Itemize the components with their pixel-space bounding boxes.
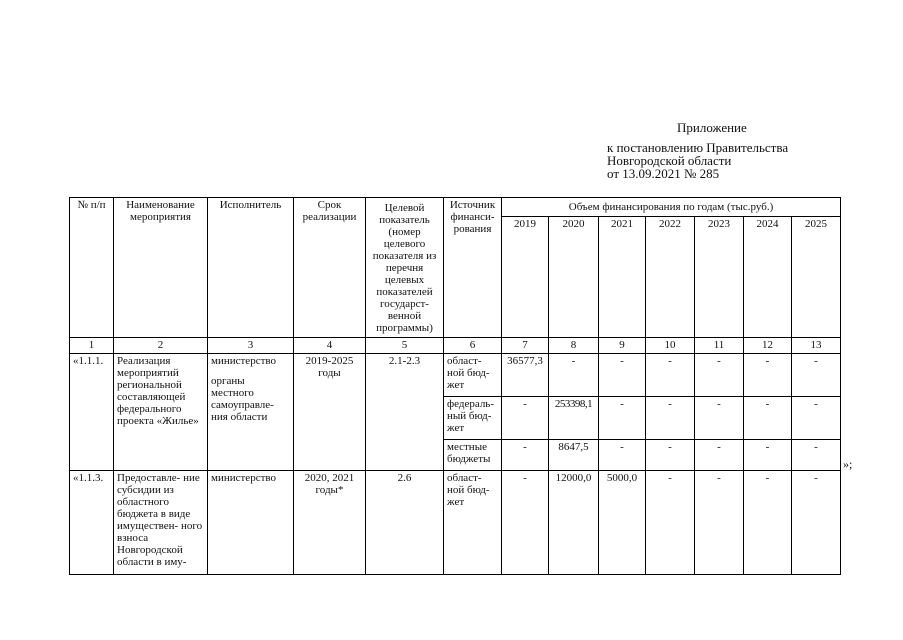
- column-number: 13: [792, 338, 841, 354]
- column-number: 3: [208, 338, 294, 354]
- header-target: Целевой показатель (номер целевого показателя из перечня целевых показателей государст- венной программы): [366, 198, 444, 338]
- column-number: 4: [294, 338, 366, 354]
- header-funding-group: Объем финансирования по годам (тыс.руб.): [502, 198, 841, 217]
- row-source: област- ной бюд- жет: [444, 354, 502, 397]
- header-num: № п/п: [70, 198, 114, 338]
- row-num: «1.1.3.: [70, 471, 114, 575]
- value-cell: -: [744, 354, 792, 397]
- column-number: 8: [549, 338, 599, 354]
- value-cell: -: [599, 354, 646, 397]
- value-cell: -: [792, 471, 841, 575]
- value-cell: -: [695, 440, 744, 471]
- row-executor: [208, 354, 294, 471]
- row-term: 2019-2025 годы: [294, 354, 366, 471]
- column-number: 10: [646, 338, 695, 354]
- annex-line-date: от 13.09.2021 № 285: [607, 166, 720, 181]
- annex-title: Приложение: [677, 120, 747, 135]
- row-name: Реализация мероприятий региональной составляющей федерального проекта «Жилье»: [114, 354, 208, 471]
- header-executor: Исполнитель: [208, 198, 294, 338]
- column-number: 2: [114, 338, 208, 354]
- column-number: 9: [599, 338, 646, 354]
- value-cell: -: [695, 471, 744, 575]
- value-cell: 253398,1: [549, 397, 599, 440]
- header-year: 2021: [599, 217, 646, 338]
- value-cell: -: [646, 440, 695, 471]
- value-cell: -: [646, 397, 695, 440]
- row-executor: министерство: [208, 471, 294, 575]
- value-cell: -: [502, 440, 549, 471]
- column-number: 6: [444, 338, 502, 354]
- row-source: местные бюджеты: [444, 440, 502, 471]
- value-cell: 36577,3: [502, 354, 549, 397]
- column-number: 12: [744, 338, 792, 354]
- row-source: област- ной бюд- жет: [444, 471, 502, 575]
- value-cell: 12000,0: [549, 471, 599, 575]
- row-target: 2.1-2.3: [366, 354, 444, 471]
- executor-line: органы местного самоуправле- ния области: [211, 375, 274, 423]
- row-terminator: »;: [843, 457, 853, 471]
- column-number: 1: [70, 338, 114, 354]
- table-row: [70, 354, 841, 397]
- value-cell: -: [502, 471, 549, 575]
- column-number: 11: [695, 338, 744, 354]
- row-source: федераль- ный бюд- жет: [444, 397, 502, 440]
- value-cell: -: [646, 354, 695, 397]
- annex-line-region: Новгородской области: [607, 153, 732, 168]
- row-num: «1.1.1.: [70, 354, 114, 471]
- header-row-top: [70, 198, 841, 217]
- column-number: 5: [366, 338, 444, 354]
- header-source: Источник финанси- рования: [444, 198, 502, 338]
- value-cell: -: [549, 354, 599, 397]
- value-cell: -: [599, 397, 646, 440]
- value-cell: -: [695, 397, 744, 440]
- value-cell: 8647,5: [549, 440, 599, 471]
- funding-table: [69, 197, 841, 575]
- header-year: 2022: [646, 217, 695, 338]
- executor-line: министерство: [211, 355, 277, 367]
- header-name: Наименование мероприятия: [114, 198, 208, 338]
- value-cell: -: [792, 354, 841, 397]
- value-cell: -: [744, 471, 792, 575]
- header-year: 2023: [695, 217, 744, 338]
- value-cell: -: [792, 397, 841, 440]
- value-cell: -: [599, 440, 646, 471]
- table-row: [70, 471, 841, 575]
- value-cell: -: [646, 471, 695, 575]
- row-target: 2.6: [366, 471, 444, 575]
- column-number-row: [70, 338, 841, 354]
- row-term: 2020, 2021 годы*: [294, 471, 366, 575]
- value-cell: 5000,0: [599, 471, 646, 575]
- value-cell: -: [744, 440, 792, 471]
- header-year: 2020: [549, 217, 599, 338]
- column-number: 7: [502, 338, 549, 354]
- value-cell: -: [744, 397, 792, 440]
- header-term: Срок реализации: [294, 198, 366, 338]
- annex-line-resolution: к постановлению Правительства: [607, 140, 789, 155]
- row-name: Предоставле- ние субсидии из областного бюджета в виде имуществен- ного взноса Новгородской области в иму-: [114, 471, 208, 575]
- header-year: 2019: [502, 217, 549, 338]
- value-cell: -: [792, 440, 841, 471]
- header-year: 2025: [792, 217, 841, 338]
- value-cell: -: [695, 354, 744, 397]
- value-cell: -: [502, 397, 549, 440]
- annex-header: [607, 121, 788, 180]
- header-year: 2024: [744, 217, 792, 338]
